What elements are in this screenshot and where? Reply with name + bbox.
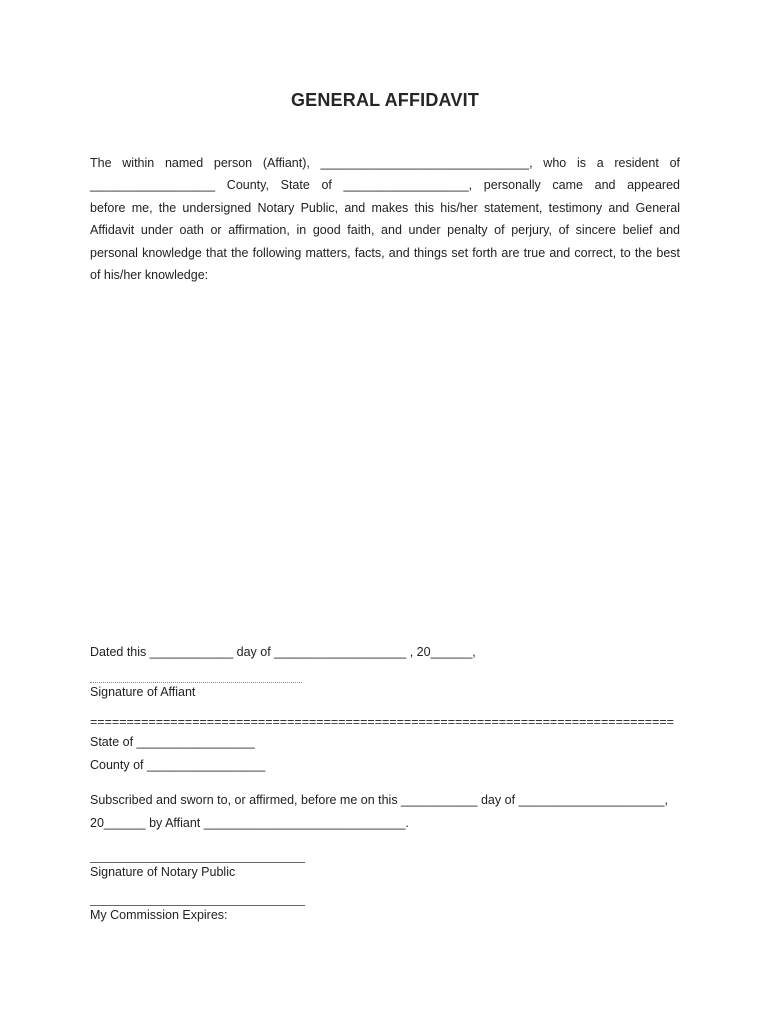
- intro-line: personal knowledge that the following matters, facts, and things set forth are true and correct, to the best: [90, 245, 680, 260]
- intro-line: of his/her knowledge:: [90, 268, 209, 283]
- intro-line: __________________ County, State of __________________, personally came and appeared: [90, 178, 680, 193]
- commission-label: My Commission Expires:: [90, 908, 228, 923]
- commission-expiry-line: [90, 905, 305, 906]
- intro-line: Affidavit under oath or affirmation, in good faith, and under penalty of perjury, of sincere belief and: [90, 223, 680, 238]
- intro-paragraph: [90, 152, 680, 286]
- affiant-signature-line: [90, 682, 302, 683]
- section-divider: ================================================================================: [90, 716, 674, 730]
- notary-signature-line: [90, 862, 305, 863]
- subscribed-line-2: 20______ by Affiant _____________________________.: [90, 816, 409, 831]
- affiant-signature-label: Signature of Affiant: [90, 685, 196, 700]
- subscribed-line-1: Subscribed and sworn to, or affirmed, before me on this ___________ day of _____________________,: [90, 793, 668, 808]
- county-line: County of _________________: [90, 757, 266, 772]
- notarization-statement: [90, 789, 680, 835]
- intro-line: before me, the undersigned Notary Public, and makes this his/her statement, testimony and General: [90, 200, 680, 215]
- dated-line: Dated this ____________ day of ___________________ , 20______,: [90, 645, 476, 660]
- notary-signature-label: Signature of Notary Public: [90, 865, 236, 880]
- intro-line: The within named person (Affiant), ______________________________, who is a resident of: [90, 156, 680, 170]
- affidavit-title: GENERAL AFFIDAVIT: [290, 90, 480, 110]
- venue-block: [90, 731, 680, 776]
- state-line: State of _________________: [90, 735, 255, 750]
